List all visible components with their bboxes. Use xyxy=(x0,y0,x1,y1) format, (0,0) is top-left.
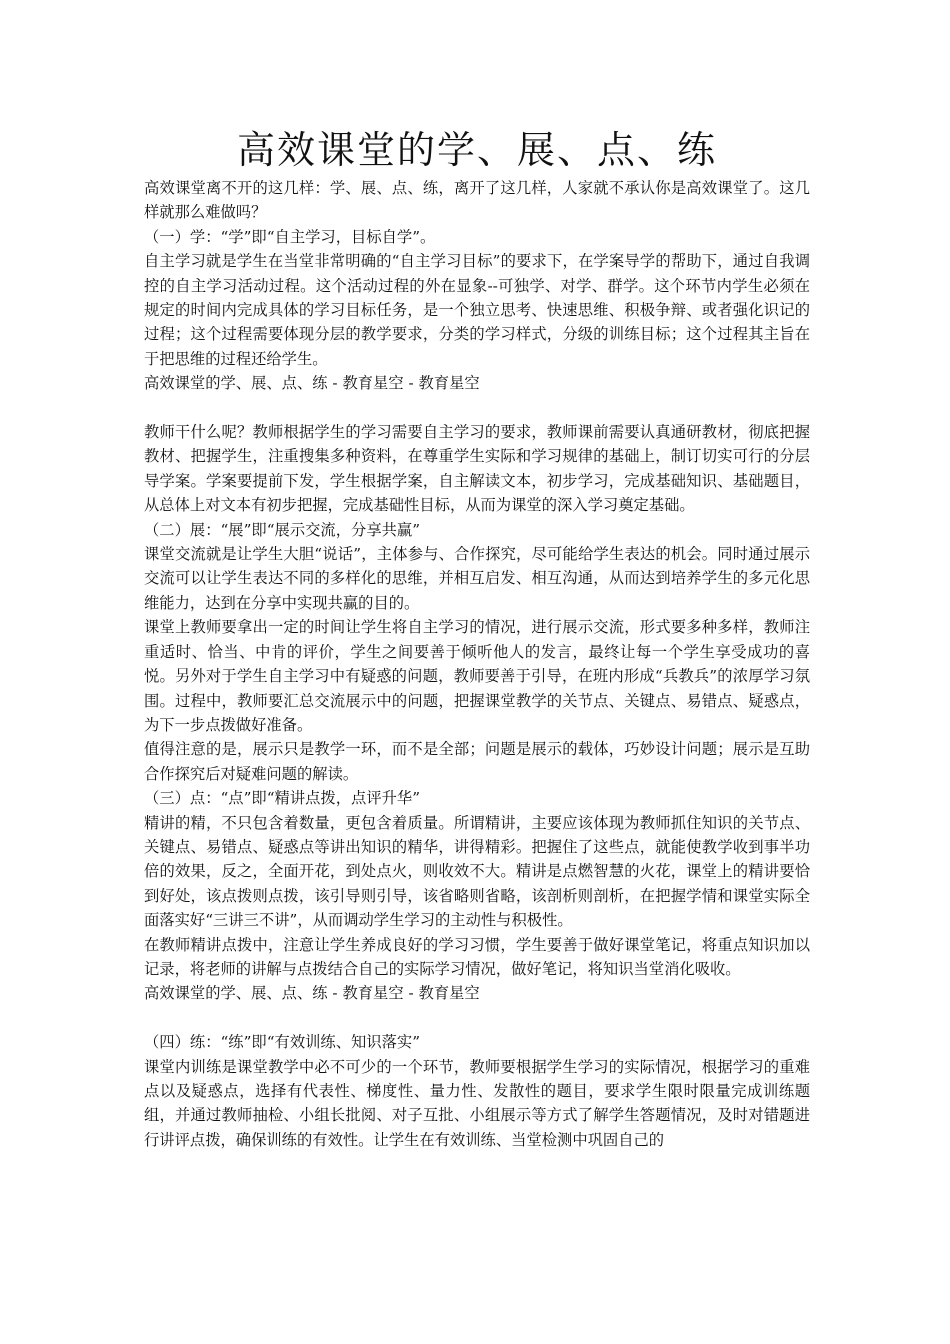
blank-line xyxy=(144,1006,810,1030)
section-heading-3: （三）点：“点”即“精讲点拨，点评升华” xyxy=(144,789,421,808)
section-heading-4: （四）练：“练”即“有效训练、知识落实” xyxy=(144,1033,421,1052)
paragraph: 教师干什么呢？教师根据学生的学习需要自主学习的要求，教师课前需要认真通研教材，彻底把握教材、把握学生，注重搜集多种资料，在尊重学生实际和学习规律的基础上，制订切实可行的分层导学案。学案要提前下发，学生根据学案，自主解读文本，初步学习，完成基础知识、基础题目，从总体上对文本有初步把握，完成基础性目标，从而为课堂的深入学习奠定基础。 xyxy=(144,423,810,515)
paragraph: 课堂交流就是让学生大胆“说话”，主体参与、合作探究，尽可能给学生表达的机会。同时通过展示交流可以让学生表达不同的多样化的思维，并相互启发、相互沟通，从而达到培养学生的多元化思维能力，达到在分享中实现共赢的目的。 xyxy=(144,545,810,612)
paragraph: 值得注意的是，展示只是教学一环，而不是全部；问题是展示的载体，巧妙设计问题；展示是互助合作探究后对疑难问题的解读。 xyxy=(144,740,810,783)
section-heading-2: （二）展：“展”即“展示交流，分享共赢” xyxy=(144,520,421,539)
document-title: 高效课堂的学、展、点、练 xyxy=(236,128,717,172)
paragraph: 在教师精讲点拨中，注意让学生养成良好的学习习惯，学生要善于做好课堂笔记，将重点知识加以记录，将老师的讲解与点拨结合自己的实际学习情况，做好笔记，将知识当堂消化吸收。 xyxy=(144,935,810,978)
paragraph: 课堂上教师要拿出一定的时间让学生将自主学习的情况，进行展示交流，形式要多种多样，教师注重适时、恰当、中肯的评价，学生之间要善于倾听他人的发言，最终让每一个学生享受成功的喜悦。另外对于学生自主学习中有疑惑的问题，教师要善于引导，在班内形成“兵教兵”的浓厚学习氛围。过程中，教师要汇总交流展示中的问题，把握课堂教学的关节点、关键点、易错点、疑惑点，为下一步点拨做好准备。 xyxy=(144,618,810,734)
document-page xyxy=(144,124,810,1152)
intro-paragraph: 高效课堂离不开的这几样：学、展、点、练，离开了这几样，人家就不承认你是高效课堂了。这几样就那么难做吗？ xyxy=(144,179,810,222)
source-line: 高效课堂的学、展、点、练 - 教育星空 - 教育星空 xyxy=(144,984,480,1003)
source-line: 高效课堂的学、展、点、练 - 教育星空 - 教育星空 xyxy=(144,374,480,393)
paragraph: 精讲的精，不只包含着数量，更包含着质量。所谓精讲，主要应该体现为教师抓住知识的关节点、关键点、易错点、疑惑点等讲出知识的精华，讲得精彩。把握住了这些点，就能使教学收到事半功倍的效果，反之，全面开花，到处点火，则收效不大。精讲是点燃智慧的火花，课堂上的精讲要恰到好处，该点拨则点拨，该引导则引导，该省略则省略，该剖析则剖析，在把握学情和课堂实际全面落实好“三讲三不讲”，从而调动学生学习的主动性与积极性。 xyxy=(144,813,810,930)
paragraph: 课堂内训练是课堂教学中必不可少的一个环节，教师要根据学生学习的实际情况，根据学习的重难点以及疑惑点，选择有代表性、梯度性、量力性、发散性的题目，要求学生限时限量完成训练题组，并通过教师抽检、小组长批阅、对子互批、小组展示等方式了解学生答题情况，及时对错题进行讲评点拨，确保训练的有效性。让学生在有效训练、当堂检测中巩固自己的 xyxy=(144,1057,810,1149)
blank-line xyxy=(144,396,810,420)
section-heading-1: （一）学：“学”即“自主学习，目标自学”。 xyxy=(144,227,436,246)
paragraph: 自主学习就是学生在当堂非常明确的“自主学习目标”的要求下，在学案导学的帮助下，通过自我调控的自主学习活动过程。这个活动过程的外在显象--可独学、对学、群学。这个环节内学生必须在规定的时间内完成具体的学习目标任务，是一个独立思考、快速思维、积极争辩、或者强化识记的过程；这个过程需要体现分层的教学要求，分类的学习样式，分级的训练目标；这个过程其主旨在于把思维的过程还给学生。 xyxy=(144,252,810,368)
